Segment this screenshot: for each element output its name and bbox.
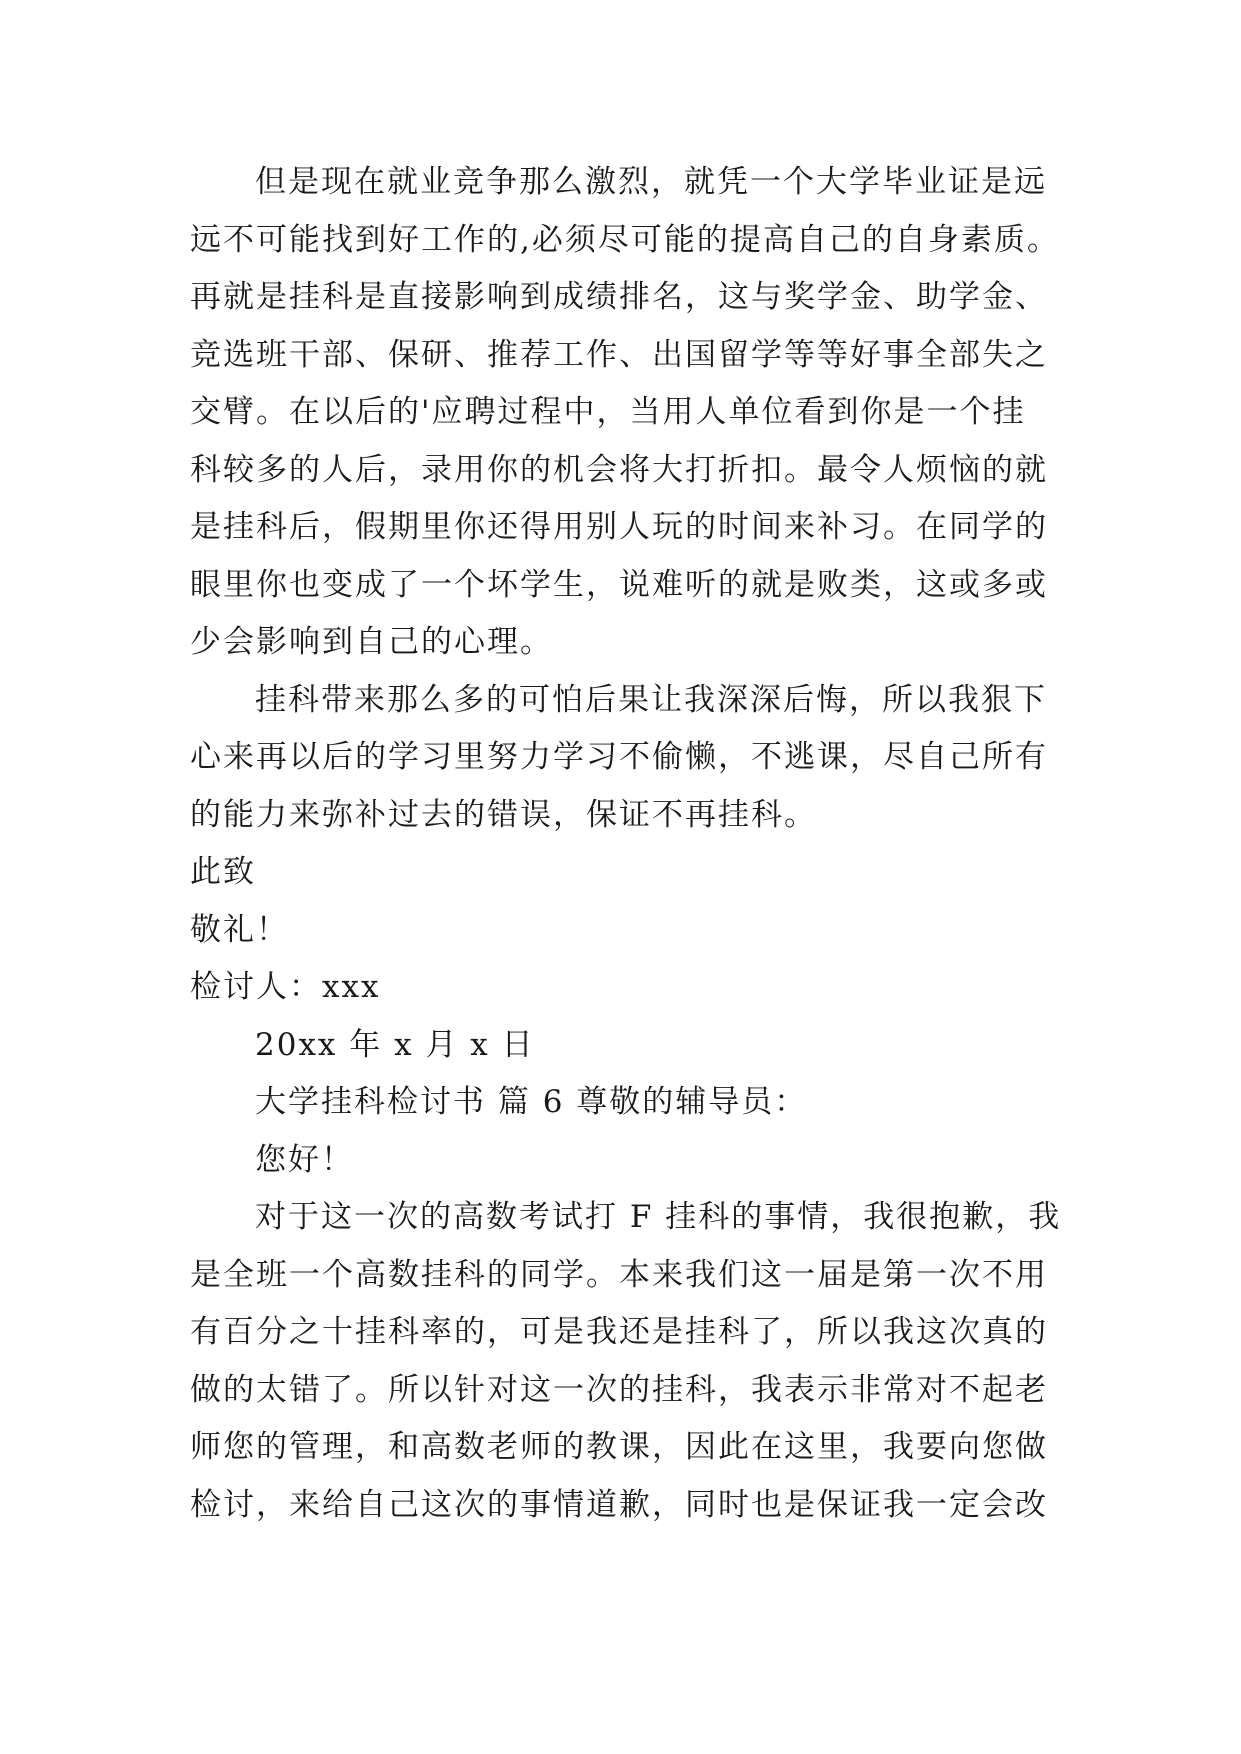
greeting-line: 您好！: [255, 1142, 354, 1178]
text-line-22: 做的太错了。所以针对这一次的挂科，我表示非常对不起老: [190, 1372, 1048, 1408]
text-line-3: 再就是挂科是直接影响到成绩排名，这与奖学金、助学金、: [190, 279, 1048, 315]
text-line-6: 科较多的人后，录用你的机会将大打折扣。最令人烦恼的就: [190, 452, 1048, 488]
text-line-20: 是全班一个高数挂科的同学。本来我们这一届是第一次不用: [190, 1257, 1048, 1293]
text-line-5: 交臂。在以后的'应聘过程中，当用人单位看到你是一个挂: [190, 394, 1026, 430]
text-line-7: 是挂科后，假期里你还得用别人玩的时间来补习。在同学的: [190, 509, 1048, 545]
signature-line: 检讨人：xxx: [190, 969, 381, 1005]
text-line-4: 竞选班干部、保研、推荐工作、出国留学等等好事全部失之: [190, 337, 1048, 373]
text-line-10: 挂科带来那么多的可怕后果让我深深后悔，所以我狠下: [255, 682, 1047, 718]
text-line-9: 少会影响到自己的心理。: [190, 624, 553, 660]
text-line-11: 心来再以后的学习里努力学习不偷懒，不逃课，尽自己所有: [190, 739, 1048, 775]
text-line-24: 检讨，来给自己这次的事情道歉，同时也是保证我一定会改: [190, 1487, 1048, 1523]
section-heading: 大学挂科检讨书 篇 6 尊敬的辅导员：: [255, 1084, 808, 1120]
closing-cizhi: 此致: [190, 854, 256, 890]
date-line: 20xx 年 x 月 x 日: [255, 1027, 535, 1063]
text-line-19: 对于这一次的高数考试打 F 挂科的事情，我很抱歉，我: [255, 1199, 1062, 1235]
text-line-23: 师您的管理，和高数老师的教课，因此在这里，我要向您做: [190, 1429, 1048, 1465]
text-line-8: 眼里你也变成了一个坏学生，说难听的就是败类，这或多或: [190, 567, 1048, 603]
text-line-12: 的能力来弥补过去的错误，保证不再挂科。: [190, 797, 817, 833]
text-line-21: 有百分之十挂科率的，可是我还是挂科了，所以我这次真的: [190, 1314, 1048, 1350]
closing-jingli: 敬礼！: [190, 912, 289, 948]
text-line-1: 但是现在就业竞争那么激烈，就凭一个大学毕业证是远: [255, 164, 1047, 200]
text-line-2: 远不可能找到好工作的,必须尽可能的提高自己的自身素质。: [190, 222, 1060, 258]
